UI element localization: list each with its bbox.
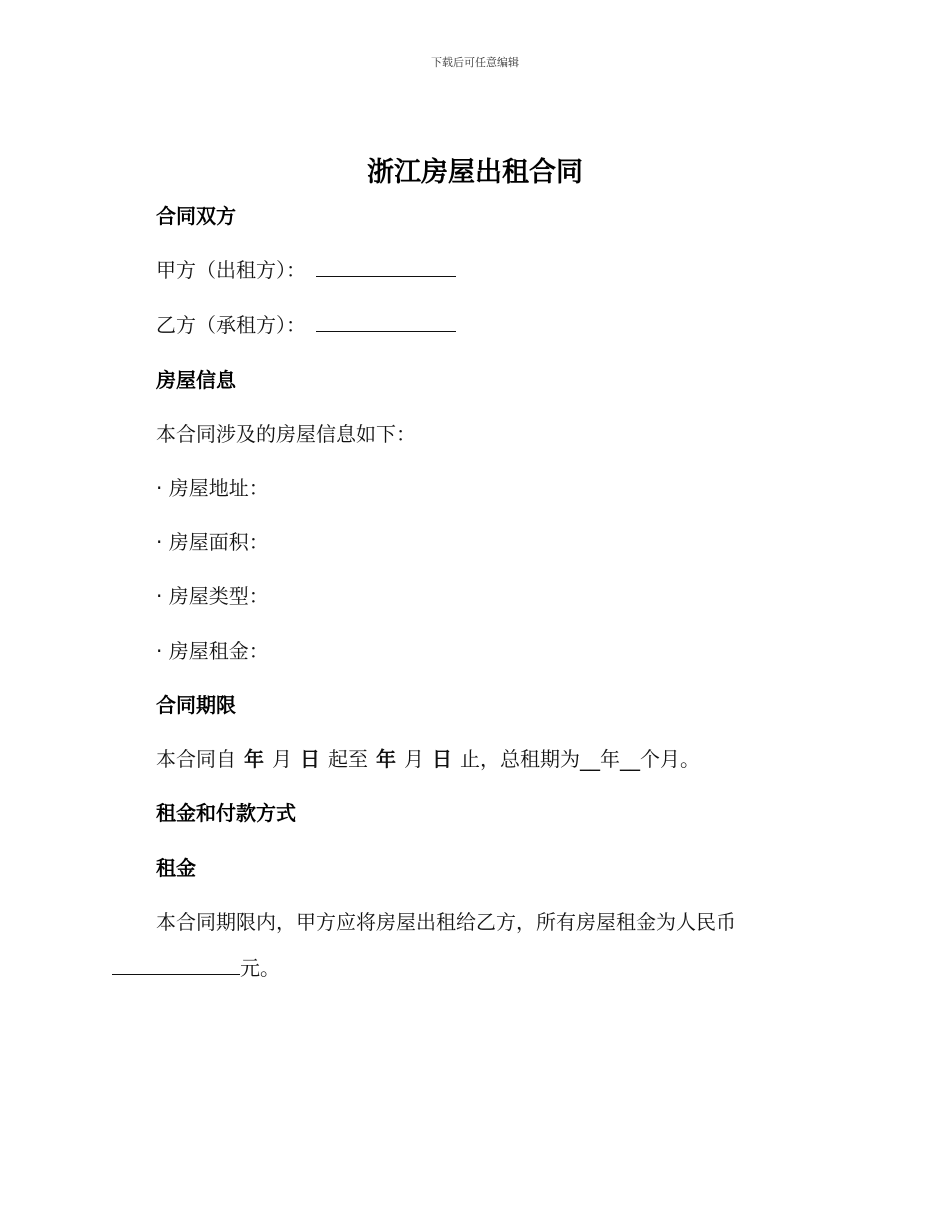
party-b-line <box>156 309 456 338</box>
header-note: 下载后可任意编辑 <box>431 56 519 69</box>
term-end-month: 月 <box>404 747 424 771</box>
rent-subheading: 租金 <box>156 856 196 880</box>
house-item-rent: · 房屋租金： <box>156 639 269 663</box>
term-sentence <box>156 743 700 772</box>
term-heading: 合同期限 <box>156 693 236 717</box>
term-intro: 本合同自 <box>156 747 236 771</box>
party-a-line <box>156 254 456 283</box>
house-item-area: · 房屋面积： <box>156 530 269 554</box>
party-a-blank <box>316 258 456 277</box>
term-start-month: 月 <box>272 747 292 771</box>
house-heading: 房屋信息 <box>156 368 236 392</box>
house-item-address: · 房屋地址： <box>156 476 269 500</box>
party-b-label: 乙方（承租方）： <box>156 313 306 337</box>
term-tail: 止，总租期为__年__个月。 <box>460 747 700 771</box>
party-a-label: 甲方（出租方）： <box>156 258 306 282</box>
rent-amount-line <box>112 952 280 981</box>
party-b-blank <box>316 313 456 332</box>
payment-heading: 租金和付款方式 <box>156 801 296 825</box>
house-intro: 本合同涉及的房屋信息如下： <box>156 422 416 446</box>
term-start-day: 日 <box>300 747 320 771</box>
rent-paragraph: 本合同期限内，甲方应将房屋出租给乙方，所有房屋租金为人民币 <box>156 910 736 934</box>
document-title: 浙江房屋出租合同 <box>367 157 583 188</box>
house-item-type: · 房屋类型： <box>156 584 269 608</box>
term-to: 起至 <box>328 747 368 771</box>
rent-amount-blank <box>112 956 240 975</box>
term-end-year: 年 <box>376 747 396 771</box>
rent-amount-unit: 元。 <box>240 956 280 980</box>
term-start-year: 年 <box>244 747 264 771</box>
term-end-day: 日 <box>432 747 452 771</box>
parties-heading: 合同双方 <box>156 204 236 228</box>
